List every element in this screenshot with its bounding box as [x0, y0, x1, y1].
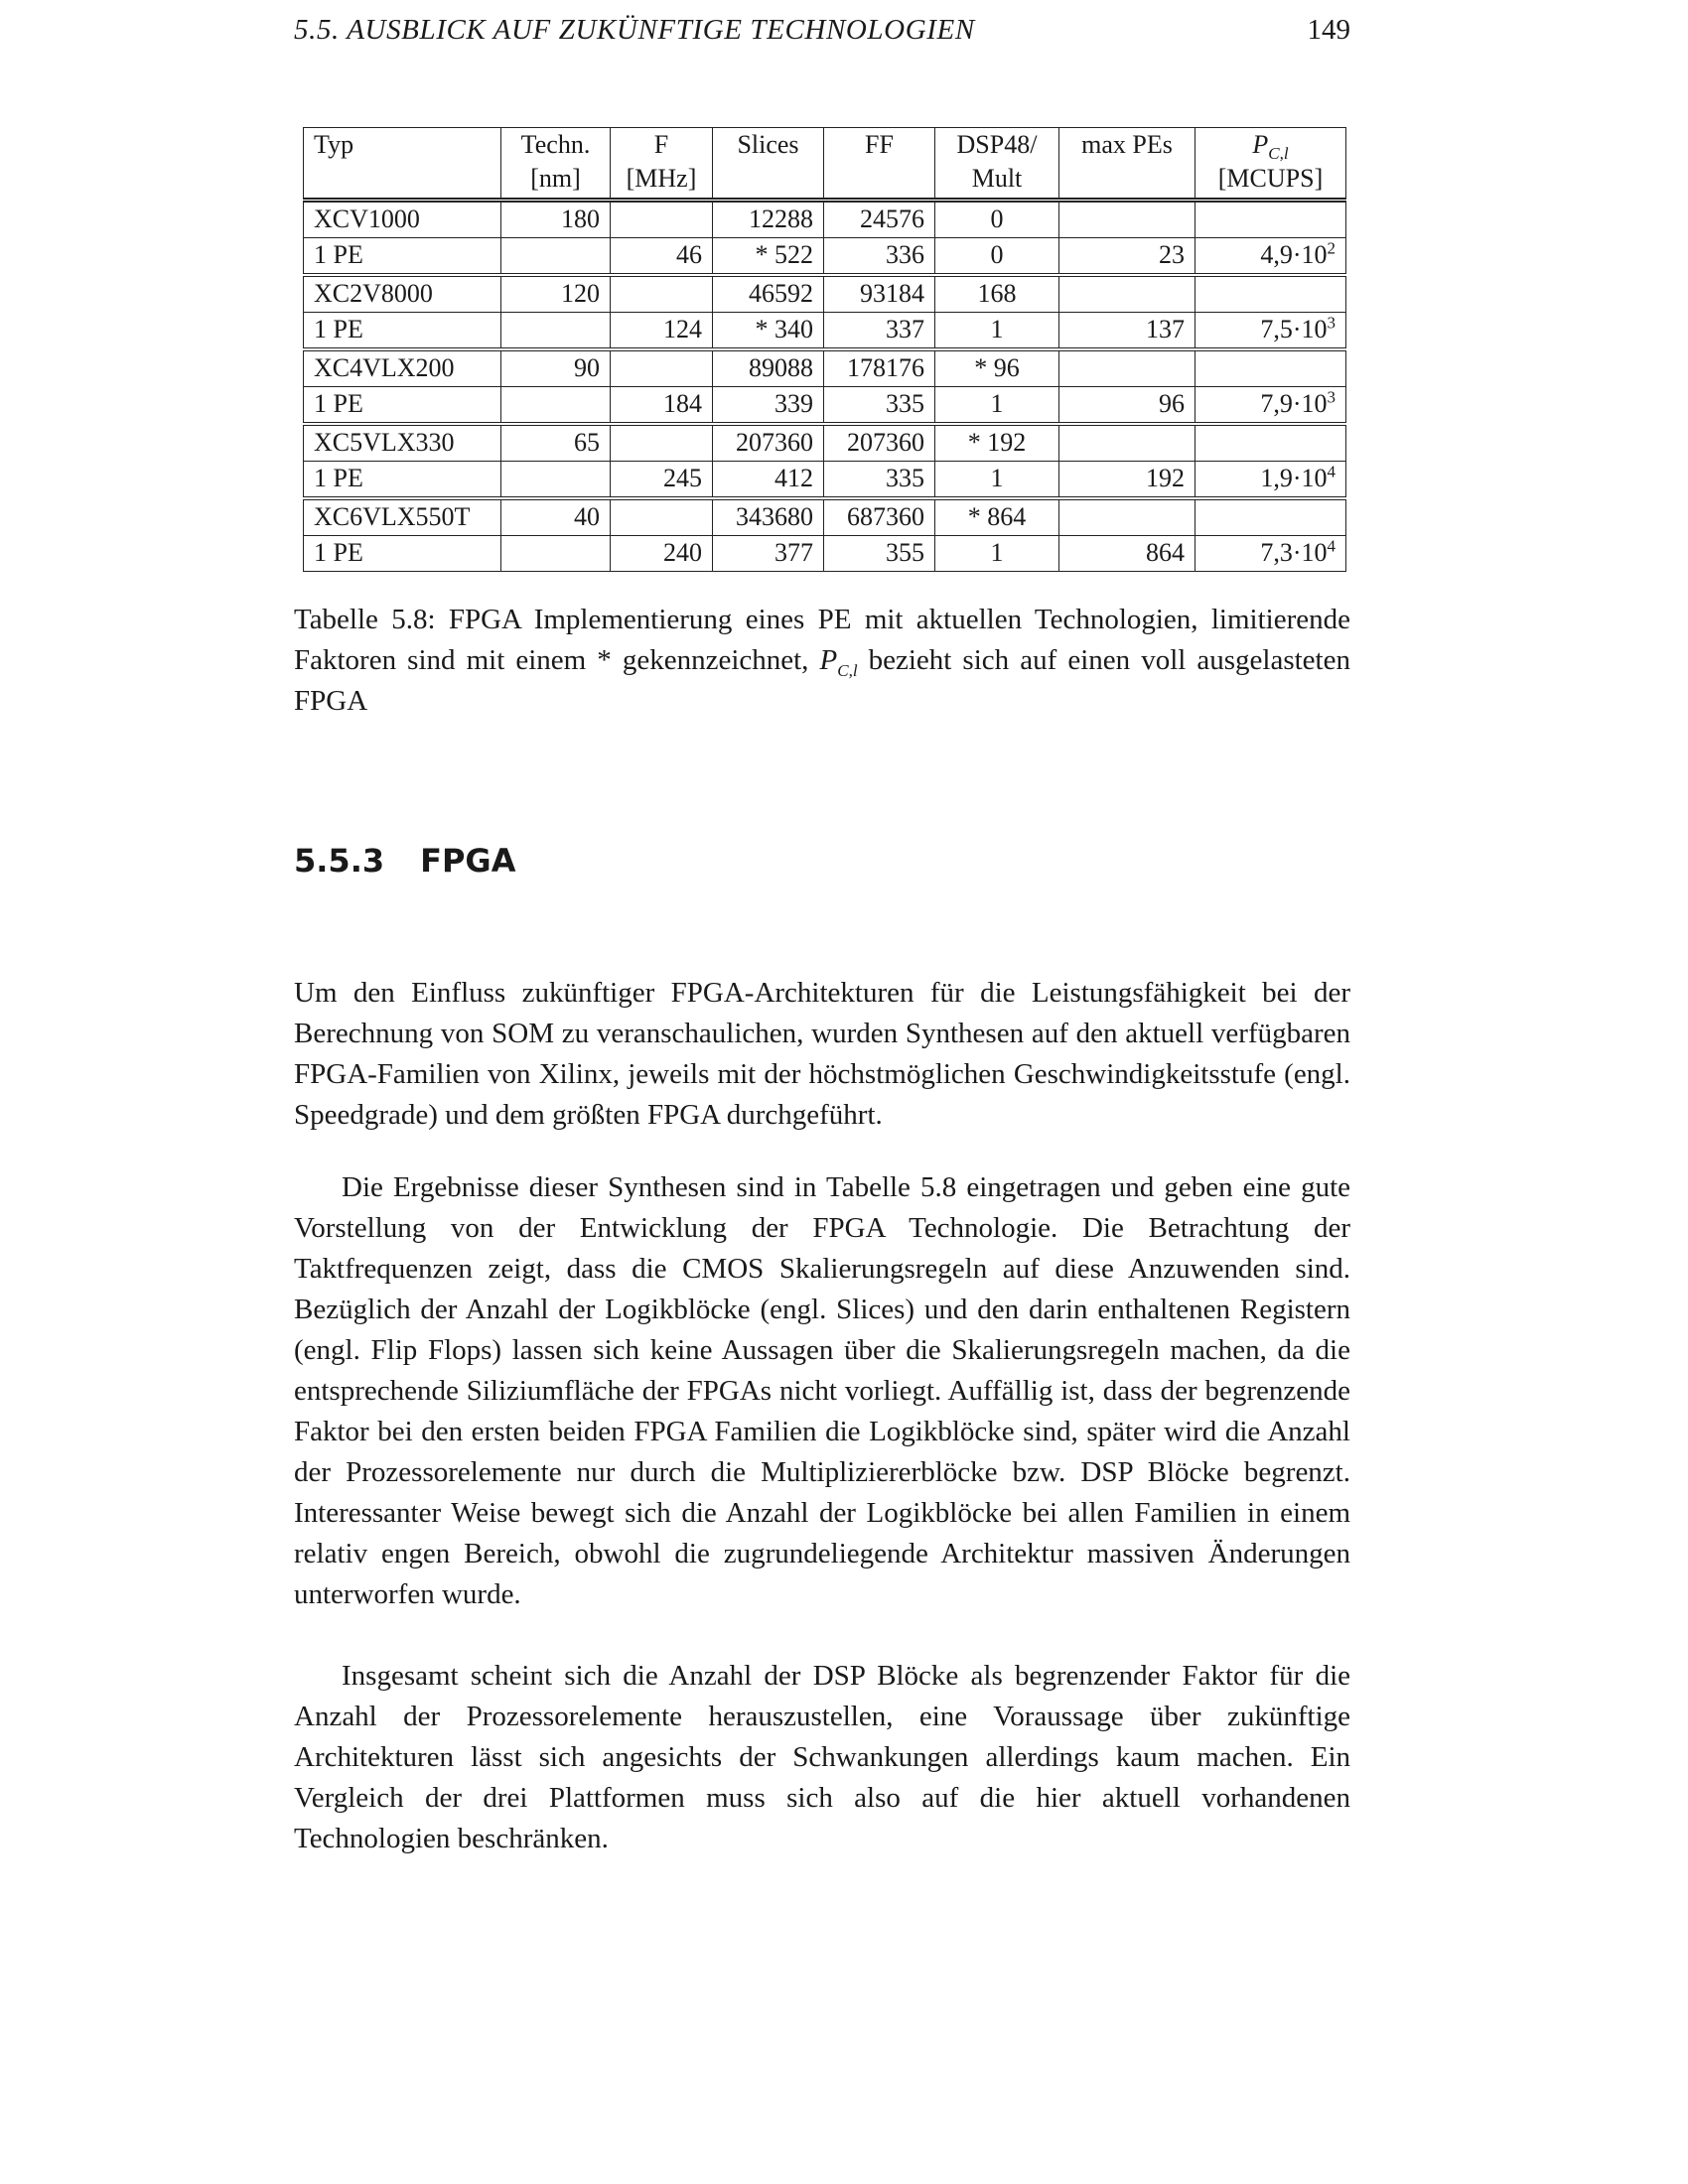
cell-techn: 90	[501, 349, 611, 387]
cell-f: 46	[611, 238, 713, 276]
cell-techn	[501, 462, 611, 499]
col-header-f: F [MHz]	[611, 128, 713, 201]
cell-maxpes	[1059, 275, 1196, 313]
col-header-techn: Techn. [nm]	[501, 128, 611, 201]
cell-pcl	[1196, 498, 1346, 536]
cell-ff: 355	[824, 536, 935, 572]
cell-dsp: 1	[935, 313, 1059, 350]
cell-ff: 335	[824, 387, 935, 425]
cell-ff: 687360	[824, 498, 935, 536]
cell-slices: 46592	[713, 275, 824, 313]
cell-ff: 337	[824, 313, 935, 350]
col-header-maxpes: max PEs	[1059, 128, 1196, 201]
cell-pcl: $4,9\cdot 10^2$	[1196, 238, 1346, 276]
table-row	[304, 424, 1346, 462]
cell-pcl: $7,5\cdot 10^3$	[1196, 313, 1346, 350]
col-header-ff: FF	[824, 128, 935, 201]
cell-maxpes	[1059, 498, 1196, 536]
cell-typ: XC4VLX200	[304, 349, 501, 387]
section-number: 5.5.3	[294, 842, 385, 880]
cell-pcl	[1196, 275, 1346, 313]
cell-dsp: * 192	[935, 424, 1059, 462]
cell-slices: 89088	[713, 349, 824, 387]
cell-typ: 1 PE	[304, 462, 501, 499]
cell-f	[611, 275, 713, 313]
cell-pcl: $7,3\cdot 10^4$	[1196, 536, 1346, 572]
cell-techn: 40	[501, 498, 611, 536]
cell-typ: 1 PE	[304, 313, 501, 350]
cell-slices: 412	[713, 462, 824, 499]
cell-maxpes: 137	[1059, 313, 1196, 350]
cell-techn	[501, 238, 611, 276]
cell-maxpes	[1059, 349, 1196, 387]
table-row	[304, 275, 1346, 313]
cell-f	[611, 201, 713, 238]
cell-ff: 178176	[824, 349, 935, 387]
cell-dsp: 1	[935, 387, 1059, 425]
cell-maxpes: 23	[1059, 238, 1196, 276]
cell-techn: 65	[501, 424, 611, 462]
cell-typ: 1 PE	[304, 387, 501, 425]
cell-ff: 335	[824, 462, 935, 499]
cell-maxpes: 864	[1059, 536, 1196, 572]
cell-slices: 377	[713, 536, 824, 572]
cell-typ: XCV1000	[304, 201, 501, 238]
fpga-table	[303, 127, 1346, 572]
cell-slices: 12288	[713, 201, 824, 238]
table-row	[304, 462, 1346, 499]
cell-dsp: 0	[935, 238, 1059, 276]
cell-dsp: * 864	[935, 498, 1059, 536]
cell-f	[611, 424, 713, 462]
cell-f: 240	[611, 536, 713, 572]
cell-techn	[501, 387, 611, 425]
cell-f: 245	[611, 462, 713, 499]
cell-typ: XC5VLX330	[304, 424, 501, 462]
cell-slices: 207360	[713, 424, 824, 462]
table-row	[304, 238, 1346, 276]
paragraph-2: Die Ergebnisse dieser Synthesen sind in Tabelle 5.8 eingetragen und geben eine gute Vorstellung von der Entwicklung der FPGA Technologie. Die Betrachtung der Taktfrequenzen zeigt, dass die CMOS Skalierungsregeln auf diese Anzuwenden sind. Bezüglich der Anzahl der Logikblöcke (engl. Slices) und den darin enthaltenen Registern (engl. Flip Flops) lassen sich keine Aussagen über die Skalierungsregeln machen, da die entsprechende Siliziumfläche der FPGAs nicht vorliegt. Auffällig ist, dass der begrenzende Faktor bei den ersten beiden FPGA Familien die Logikblöcke sind, später wird die Anzahl der Prozessorelemente nur durch die Multipliziererblöcke bzw. DSP Blöcke begrenzt. Interessanter Weise bewegt sich die Anzahl der Logikblöcke bei allen Familien in einem relativ engen Bereich, obwohl die zugrundeliegende Architektur massiven Änderungen unterworfen wurde.	[294, 1171, 1350, 1610]
cell-techn: 120	[501, 275, 611, 313]
cell-typ: XC2V8000	[304, 275, 501, 313]
col-header-pcl: $P_{C,l}$ [MCUPS]	[1196, 128, 1346, 201]
cell-dsp: 1	[935, 462, 1059, 499]
cell-pcl	[1196, 424, 1346, 462]
cell-f: 124	[611, 313, 713, 350]
cell-ff: 24576	[824, 201, 935, 238]
cell-dsp: 1	[935, 536, 1059, 572]
cell-pcl	[1196, 201, 1346, 238]
cell-pcl: $7,9\cdot 10^3$	[1196, 387, 1346, 425]
running-title: 5.5. AUSBLICK AUF ZUKÜNFTIGE TECHNOLOGIEN	[294, 14, 975, 46]
cell-f	[611, 349, 713, 387]
cell-pcl	[1196, 349, 1346, 387]
col-header-typ: Typ	[304, 128, 501, 201]
paragraph-3: Insgesamt scheint sich die Anzahl der DSP Blöcke als begrenzender Faktor für die Anzahl der Prozessorelemente herauszustellen, eine Voraussage über zukünftige Architekturen lässt sich angesichts der Schwankungen allerdings kaum machen. Ein Vergleich der drei Plattformen muss sich also auf die hier aktuell vorhandenen Technologien beschränken.	[294, 1660, 1350, 1854]
cell-pcl: $1,9\cdot 10^4$	[1196, 462, 1346, 499]
table-header-row	[304, 128, 1346, 201]
cell-f: 184	[611, 387, 713, 425]
cell-dsp: 0	[935, 201, 1059, 238]
cell-maxpes	[1059, 424, 1196, 462]
table-row	[304, 387, 1346, 425]
cell-techn	[501, 313, 611, 350]
cell-slices: 343680	[713, 498, 824, 536]
col-header-slices: Slices	[713, 128, 824, 201]
table-row	[304, 498, 1346, 536]
cell-dsp: * 96	[935, 349, 1059, 387]
page-header	[294, 14, 1350, 47]
table-row	[304, 313, 1346, 350]
cell-slices: 339	[713, 387, 824, 425]
cell-maxpes	[1059, 201, 1196, 238]
page-number: 149	[1307, 14, 1350, 46]
cell-typ: XC6VLX550T	[304, 498, 501, 536]
cell-slices: * 340	[713, 313, 824, 350]
cell-ff: 207360	[824, 424, 935, 462]
cell-techn: 180	[501, 201, 611, 238]
cell-techn	[501, 536, 611, 572]
cell-slices: * 522	[713, 238, 824, 276]
table-row	[304, 201, 1346, 238]
cell-dsp: 168	[935, 275, 1059, 313]
col-header-dsp: DSP48/ Mult	[935, 128, 1059, 201]
cell-ff: 336	[824, 238, 935, 276]
paragraph-1: Um den Einfluss zukünftiger FPGA-Architekturen für die Leistungsfähigkeit bei der Berechnung von SOM zu veranschaulichen, wurden Synthesen auf den aktuell verfügbaren FPGA-Familien von Xilinx, jeweils mit der höchstmöglichen Geschwindigkeitsstufe (engl. Speedgrade) und dem größten FPGA durchgeführt.	[294, 977, 1350, 1131]
cell-maxpes: 96	[1059, 387, 1196, 425]
cell-ff: 93184	[824, 275, 935, 313]
cell-f	[611, 498, 713, 536]
cell-typ: 1 PE	[304, 536, 501, 572]
table-body	[304, 201, 1346, 572]
table-row	[304, 536, 1346, 572]
table-row	[304, 349, 1346, 387]
cell-maxpes: 192	[1059, 462, 1196, 499]
section-title: FPGA	[420, 842, 516, 880]
table-caption: Tabelle 5.8: FPGA Implementierung eines PE mit aktuellen Technologien, limitierende Faktoren sind mit einem * gekennzeichnet, $P_{C,l}$ bezieht sich auf einen voll ausgelasteten FPGA	[294, 604, 1350, 717]
cell-typ: 1 PE	[304, 238, 501, 276]
section-heading	[294, 842, 515, 880]
